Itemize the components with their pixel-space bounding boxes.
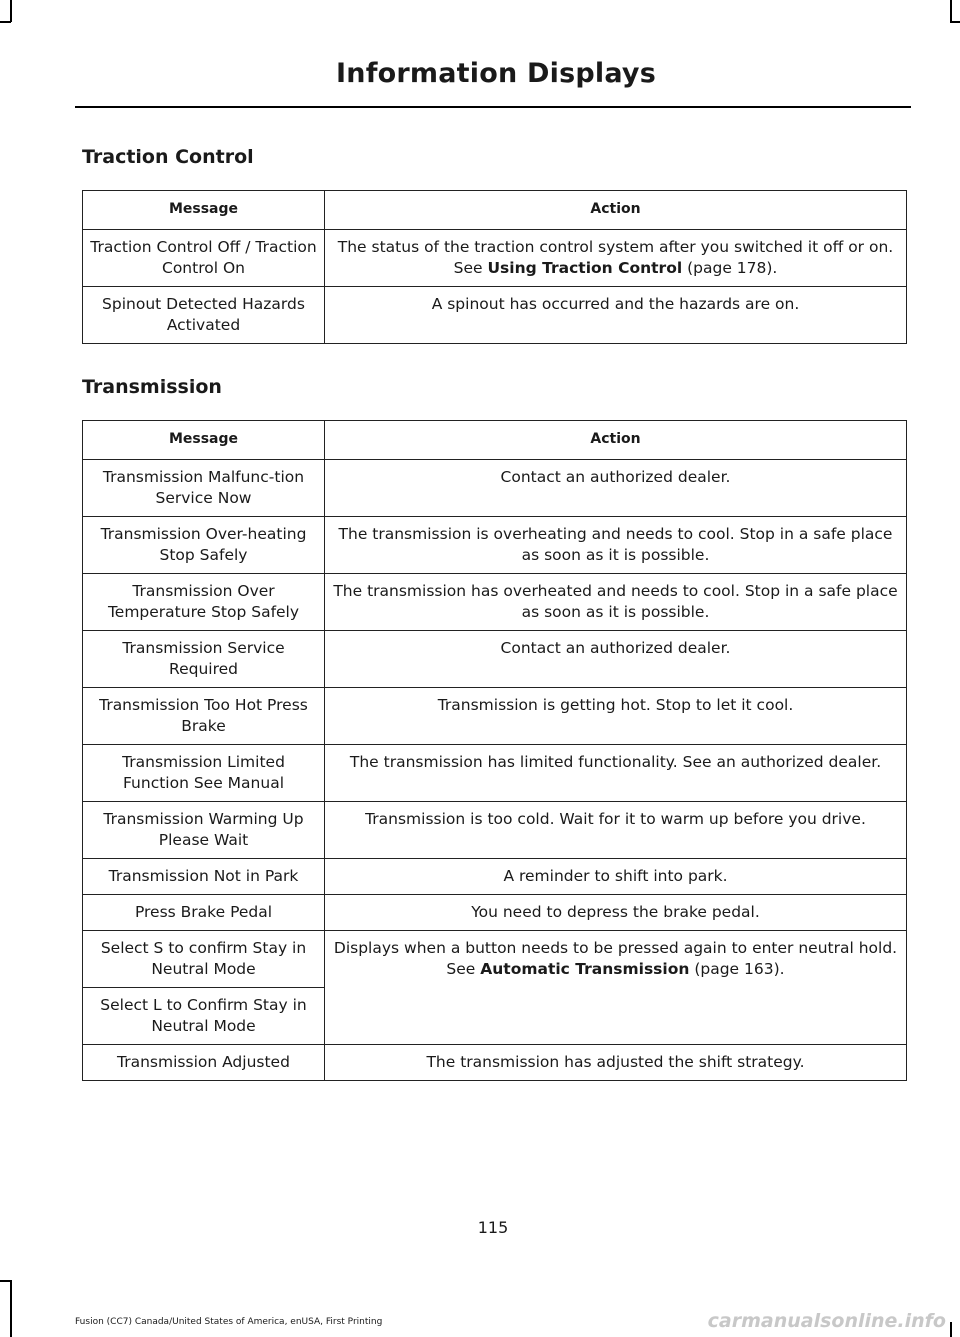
page-reference: (page 178). (682, 259, 778, 277)
action-cell (325, 230, 907, 287)
traction-control-table (82, 190, 907, 344)
cross-reference-link[interactable]: Using Traction Control (487, 259, 683, 277)
table-row (83, 802, 907, 859)
message-cell: Transmission Not in Park (83, 859, 325, 895)
transmission-table (82, 420, 907, 1081)
action-text: Displays when a button needs to be pressed again to enter neutral hold. See (333, 939, 898, 978)
table-row (83, 1045, 907, 1081)
action-cell: The transmission has limited functionality. See an authorized dealer. (325, 745, 907, 802)
crop-mark (950, 21, 960, 23)
watermark-logo: carmanualsonline.info (707, 1310, 946, 1332)
footer-text: Fusion (CC7) Canada/United States of America, enUSA, First Printing (75, 1317, 383, 1327)
message-cell: Transmission Over Temperature Stop Safely (83, 574, 325, 631)
table-row (83, 688, 907, 745)
table-row (83, 631, 907, 688)
action-cell: Contact an authorized dealer. (325, 460, 907, 517)
crop-mark (10, 0, 12, 22)
table-row (83, 745, 907, 802)
message-cell: Transmission Adjusted (83, 1045, 325, 1081)
section-title-transmission: Transmission (82, 376, 222, 398)
page-header-title: Information Displays (336, 58, 656, 89)
action-cell: The transmission has overheated and needs to cool. Stop in a safe place as soon as it is possible. (325, 574, 907, 631)
message-cell: Transmission Malfunc-tion Service Now (83, 460, 325, 517)
action-cell: Transmission is too cold. Wait for it to warm up before you drive. (325, 802, 907, 859)
message-cell: Traction Control Off / Traction Control On (83, 230, 325, 287)
table-row (83, 859, 907, 895)
action-cell: You need to depress the brake pedal. (325, 895, 907, 931)
action-text: The status of the traction control system after you switched it off or on. See (337, 238, 894, 277)
table-header-row (83, 191, 907, 230)
crop-mark (950, 0, 952, 22)
action-cell: Contact an authorized dealer. (325, 631, 907, 688)
column-header-message: Message (83, 421, 325, 460)
crop-mark (0, 21, 11, 23)
action-cell (325, 931, 907, 1045)
header-divider (75, 106, 911, 108)
table-row (83, 574, 907, 631)
table-row (83, 230, 907, 287)
action-cell: The transmission has adjusted the shift strategy. (325, 1045, 907, 1081)
table-row (83, 895, 907, 931)
column-header-action: Action (325, 191, 907, 230)
message-cell: Transmission Over-heating Stop Safely (83, 517, 325, 574)
section-title-traction-control: Traction Control (82, 146, 254, 168)
action-cell: The transmission is overheating and needs to cool. Stop in a safe place as soon as it is possible. (325, 517, 907, 574)
page-reference: (page 163). (689, 960, 785, 978)
column-header-action: Action (325, 421, 907, 460)
message-cell: Transmission Too Hot Press Brake (83, 688, 325, 745)
page-number: 115 (477, 1218, 509, 1237)
message-cell: Select L to Confirm Stay in Neutral Mode (83, 988, 325, 1045)
table-row (83, 460, 907, 517)
table-row (83, 931, 907, 988)
message-cell: Transmission Warming Up Please Wait (83, 802, 325, 859)
message-cell: Transmission Service Required (83, 631, 325, 688)
cross-reference-link[interactable]: Automatic Transmission (480, 960, 690, 978)
column-header-message: Message (83, 191, 325, 230)
action-cell: A reminder to shift into park. (325, 859, 907, 895)
table-header-row (83, 421, 907, 460)
action-cell: Transmission is getting hot. Stop to let it cool. (325, 688, 907, 745)
crop-mark (10, 1280, 12, 1337)
action-cell: A spinout has occurred and the hazards are on. (325, 287, 907, 344)
message-cell: Spinout Detected Hazards Activated (83, 287, 325, 344)
table-row (83, 287, 907, 344)
crop-mark (0, 1280, 11, 1282)
message-cell: Press Brake Pedal (83, 895, 325, 931)
table-row (83, 517, 907, 574)
message-cell: Select S to confirm Stay in Neutral Mode (83, 931, 325, 988)
crop-mark (950, 1322, 952, 1337)
message-cell: Transmission Limited Function See Manual (83, 745, 325, 802)
